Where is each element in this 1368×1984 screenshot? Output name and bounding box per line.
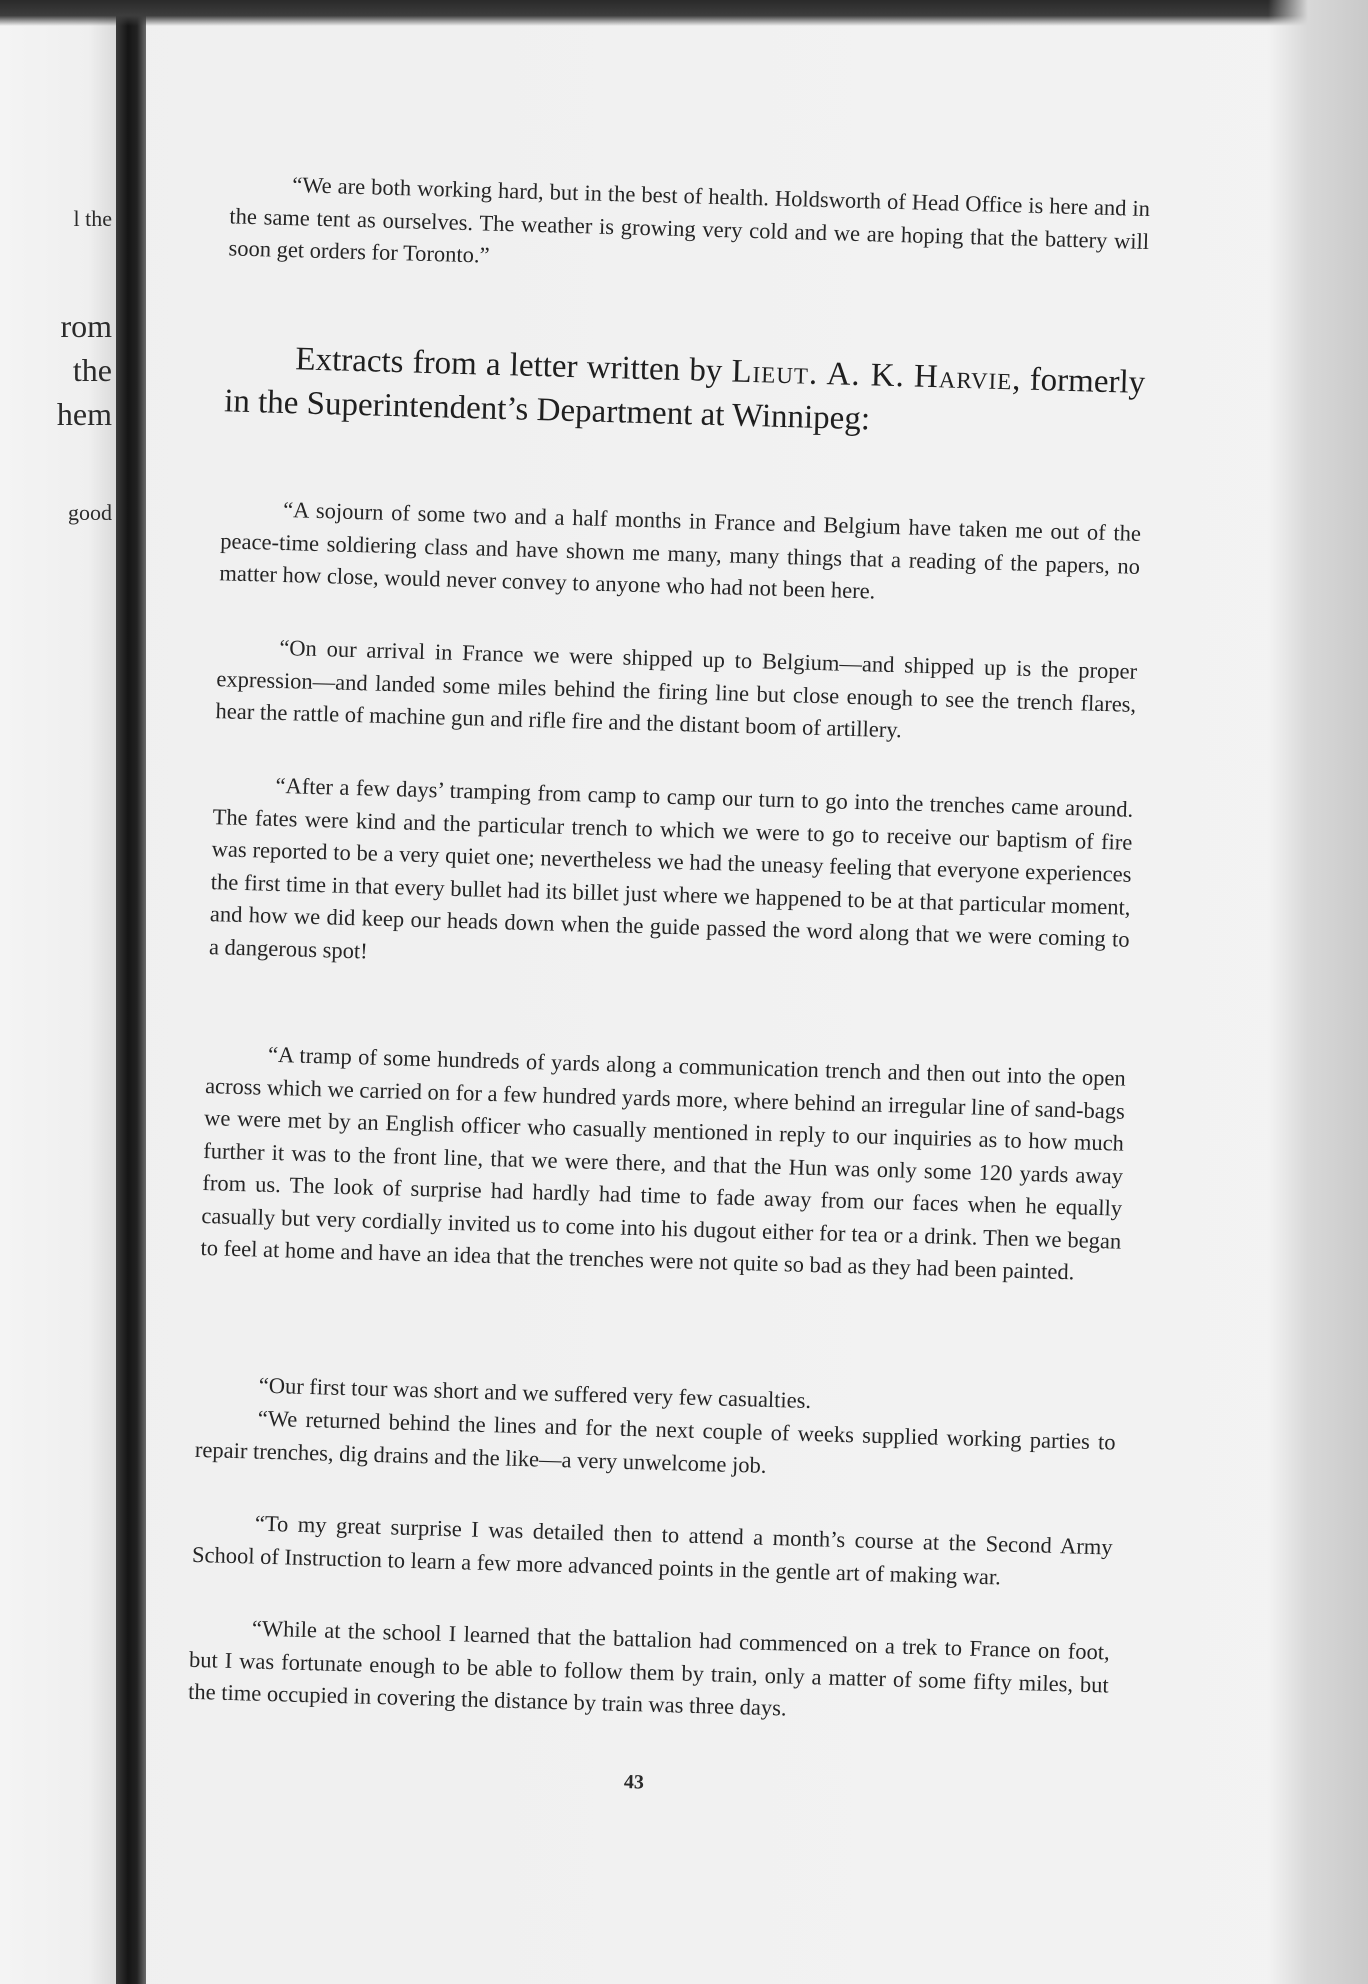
body-paragraph: “While at the school I learned that the battalion had commenced on a trek to France on foot, but I was fortunate enough to be able to follow them by train, only a matter of some fifty miles, but the time occupied in covering the distance by train was three days. — [187, 1615, 1111, 1721]
body-paragraph: “A tramp of some hundreds of yards along a communication trench and then out into the open across which we carried on for a few hundred yards more, where behind an irregular line of sand-bags we were met by an English officer who casually mentioned in reply to our inquiries as to how much further it was to the front line, that we were there, and that the Hun was only some 120 yards away from us. The look of surprise had hardly had time to fade away from our faces when he equally casually but very cordially invited us to come into his dugout either for tea or a drink. Then we began to feel at home and have an idea that the trenches were not quite so bad as they had been painted. — [200, 1041, 1127, 1285]
body-paragraph: “We returned behind the lines and for the next couple of weeks supplied working parties to repair trenches, dig drains and the like—a very unwelcome job. — [194, 1405, 1116, 1478]
page-number: 43 — [623, 1770, 645, 1794]
left-facing-page — [0, 0, 118, 1984]
body-paragraph: “To my great surprise I was detailed then to attend a month’s course at the Second Army School of Instruction to learn a few more advanced points in the gentle art of making war. — [191, 1510, 1113, 1589]
page-content — [168, 0, 1173, 1984]
section-heading — [224, 335, 1146, 449]
heading-prefix: Extracts from a letter written by — [294, 341, 723, 390]
heading-rank: Lieut. A. K. — [731, 353, 906, 395]
left-page-fragment: good — [68, 500, 112, 525]
book-binding-gutter — [116, 0, 146, 1984]
left-page-fragment: l the — [73, 206, 112, 231]
body-paragraph: “A sojourn of some two and a half months in France and Belgium have taken me out of the peace-time soldiering class and have shown me many, many things that a reading of the papers, no matter how close, would never convey to anyone who had not been here. — [219, 496, 1142, 604]
left-page-fragment: rom — [60, 308, 112, 344]
body-paragraph: “After a few days’ tramping from camp to camp our turn to go into the trenches came around. The fates were kind and the particular trench to which we were to go to receive our baptism of fire was reported to be a very quiet one; nevertheless we had the uneasy feeling that everyone experiences the first time in that every bullet had its billet just where we happened to be at that particular moment, and how we did keep our heads down when the guide passed the word along that we were coming to a dangerous spot! — [208, 772, 1134, 964]
heading-suffix: , formerly in the Superintendent’s Department at Winnipeg: — [223, 361, 1146, 438]
left-page-fragment: hem — [56, 396, 112, 432]
body-paragraph: “On our arrival in France we were shipped up to Belgium—and shipped up is the proper expression—and landed some miles behind the firing line but close enough to see the trench flares, hear the rattle of machine gun and rifle fire and the distant boom of artillery. — [215, 634, 1138, 743]
right-page-edge — [1268, 0, 1368, 1984]
left-page-fragment: the — [72, 352, 112, 388]
heading-surname: Harvie — [913, 358, 1013, 398]
body-paragraph: “Our first tour was short and we suffered very few casualties. — [258, 1372, 812, 1414]
opening-paragraph: “We are both working hard, but in the best of health. Holdsworth of Head Office is here and in the same tent as ourselves. The weather is growing very cold and we are hoping that the battery will soon get orders for Toronto.” — [228, 172, 1151, 268]
